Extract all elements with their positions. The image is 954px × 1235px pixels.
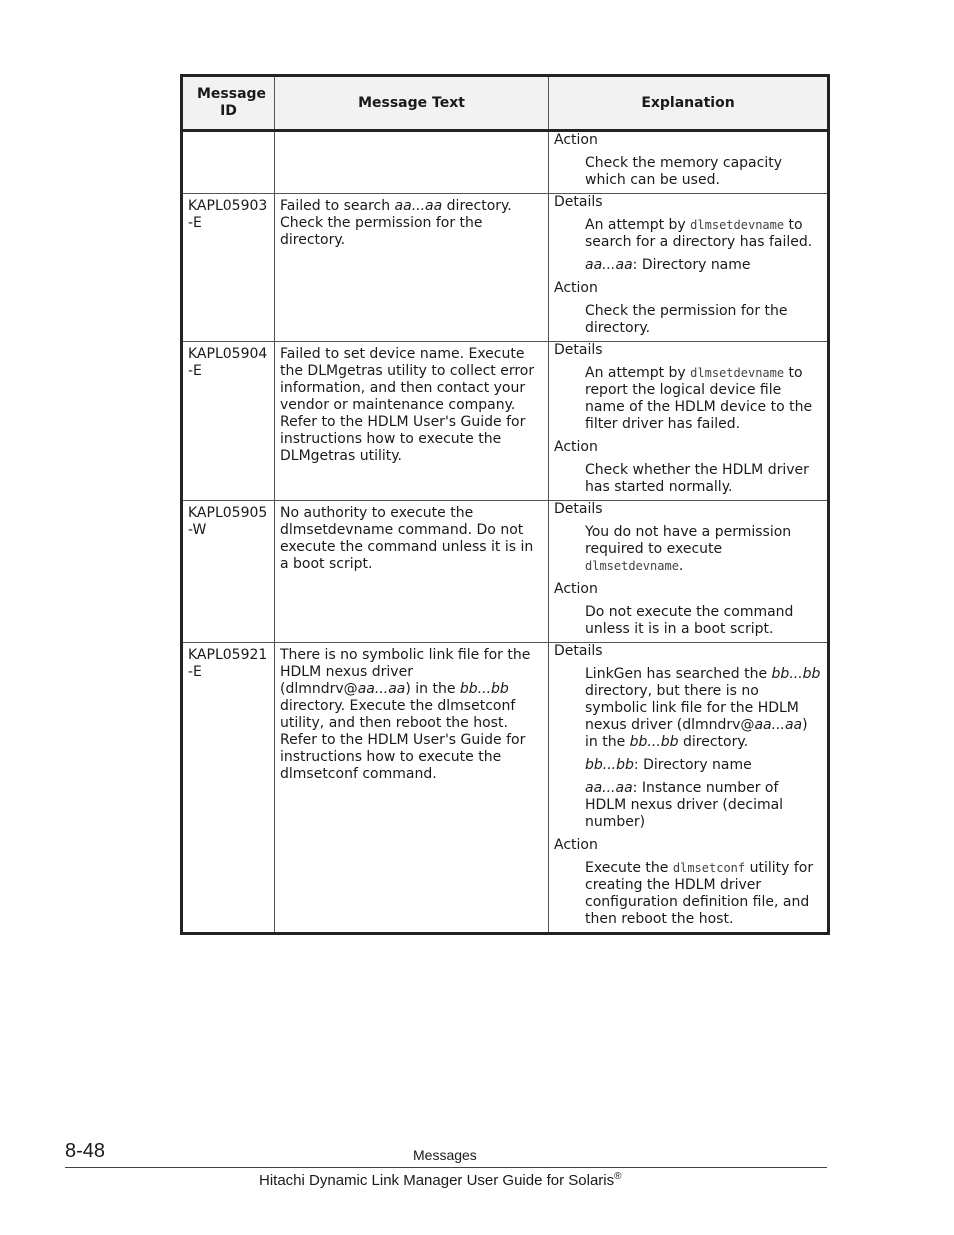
text-run: Failed to search — [280, 198, 395, 214]
text-run: You do not have a permission required to execute — [585, 524, 792, 557]
variable-placeholder: bb...bb — [629, 734, 679, 750]
text-run: directory. Execute the dlmsetconf utility, and then reboot the host. Refer to the HDLM User's Guide for instructions how to execute the dlmsetconf command. — [280, 698, 526, 782]
table-row — [182, 342, 829, 501]
text-run: Check the memory capacity which can be used. — [585, 155, 782, 188]
explanation-paragraph — [585, 780, 823, 831]
message-id: KAPL05904 -E — [182, 342, 275, 501]
table-row — [182, 194, 829, 342]
header-explanation: Explanation — [549, 76, 829, 131]
table-row — [182, 501, 829, 643]
text-run: No authority to execute the dlmsetdevname command. Do not execute the command unless it is in a boot script. — [280, 505, 534, 572]
explanation-paragraph — [585, 155, 823, 189]
text-run: Details — [554, 342, 603, 358]
text-run: Action — [554, 132, 598, 148]
text-run: ) in the — [405, 681, 460, 697]
explanation-label — [554, 194, 823, 211]
text-run: Execute the — [585, 860, 673, 876]
explanation — [549, 131, 829, 194]
variable-placeholder: aa...aa — [357, 681, 406, 697]
message-text — [275, 131, 549, 194]
text-run: Do not execute the command unless it is in a boot script. — [585, 604, 794, 637]
message-text — [275, 342, 549, 501]
message-id — [182, 131, 275, 194]
command-name: dlmsetdevname — [585, 559, 679, 573]
text-run: Check whether the HDLM driver has started normally. — [585, 462, 809, 495]
explanation-paragraph — [585, 217, 823, 251]
text-run: to report the logical device file name of the HDLM device to the filter driver has failed. — [585, 365, 813, 432]
explanation — [549, 501, 829, 643]
text-run: directory, but there is no symbolic link file for the HDLM nexus driver (dlmndrv@ — [585, 683, 799, 733]
message-text — [275, 194, 549, 342]
explanation-label — [554, 280, 823, 297]
header-message-id: Message ID — [182, 76, 275, 131]
message-text — [275, 501, 549, 643]
table-row — [182, 643, 829, 934]
text-run: directory. — [678, 734, 749, 750]
text-run: Action — [554, 581, 598, 597]
explanation-paragraph — [585, 860, 823, 928]
variable-placeholder: aa...aa — [585, 257, 633, 273]
text-run: Failed to set device name. Execute the DLMgetras utility to collect error information, and then contact your vendor or maintenance company. Refer to the HDLM User's Guide for instructions how to execute the DLMgetras utility. — [280, 346, 535, 464]
text-run: LinkGen has searched the — [585, 666, 772, 682]
explanation-label — [554, 837, 823, 854]
explanation-paragraph — [585, 257, 823, 274]
text-run: An attempt by — [585, 217, 691, 233]
command-name: dlmsetconf — [672, 861, 746, 875]
text-run: . — [678, 558, 684, 574]
text-run: to search for a directory has failed. — [585, 217, 813, 250]
variable-placeholder: aa...aa — [394, 198, 443, 214]
command-name: dlmsetdevname — [690, 366, 785, 380]
message-table — [180, 74, 830, 935]
text-run: Details — [554, 194, 603, 210]
explanation-label — [554, 439, 823, 456]
explanation-label — [554, 581, 823, 598]
message-text — [275, 643, 549, 934]
explanation-paragraph — [585, 303, 823, 337]
message-id: KAPL05921 -E — [182, 643, 275, 934]
text-run: An attempt by — [585, 365, 691, 381]
footer-divider — [65, 1167, 827, 1168]
text-run: Action — [554, 280, 598, 296]
text-run: : Instance number of HDLM nexus driver (decimal number) — [585, 780, 784, 830]
command-name: dlmsetdevname — [690, 218, 785, 232]
footer-document-title — [259, 1171, 622, 1189]
variable-placeholder: bb...bb — [459, 681, 509, 697]
explanation-paragraph — [585, 365, 823, 433]
variable-placeholder: bb...bb — [585, 757, 634, 773]
explanation-paragraph — [585, 524, 823, 575]
text-run: Check the permission for the directory. — [585, 303, 788, 336]
footer-title-text: Hitachi Dynamic Link Manager User Guide for Solaris — [259, 1172, 615, 1189]
explanation-paragraph — [585, 666, 823, 751]
text-run: Details — [554, 643, 603, 659]
footer-section-name: Messages — [413, 1147, 477, 1163]
variable-placeholder: aa...aa — [754, 717, 803, 733]
header-message-text: Message Text — [275, 76, 549, 131]
explanation-paragraph — [585, 604, 823, 638]
registered-mark: ® — [614, 1171, 622, 1182]
text-run: Action — [554, 837, 598, 853]
explanation — [549, 194, 829, 342]
text-run: There is no symbolic link file for the HDLM nexus driver (dlmndrv@ — [280, 647, 531, 697]
table-row — [182, 131, 829, 194]
text-run: : Directory name — [632, 257, 751, 273]
text-run: ) in the — [585, 717, 808, 750]
explanation-label — [554, 643, 823, 660]
text-run: Details — [554, 501, 603, 517]
explanation — [549, 643, 829, 934]
text-run: utility for creating the HDLM driver configuration definition file, and then reboot the host. — [585, 860, 814, 927]
explanation — [549, 342, 829, 501]
text-run: directory. Check the permission for the directory. — [280, 198, 512, 248]
message-id: KAPL05905 -W — [182, 501, 275, 643]
explanation-label — [554, 501, 823, 518]
explanation-label — [554, 342, 823, 359]
explanation-label — [554, 132, 823, 149]
variable-placeholder: aa...aa — [585, 780, 633, 796]
page-number: 8-48 — [65, 1140, 106, 1162]
explanation-paragraph — [585, 462, 823, 496]
message-id: KAPL05903 -E — [182, 194, 275, 342]
text-run: Action — [554, 439, 598, 455]
table-header-row — [182, 76, 829, 131]
variable-placeholder: bb...bb — [771, 666, 821, 682]
text-run: : Directory name — [633, 757, 752, 773]
explanation-paragraph — [585, 757, 823, 774]
